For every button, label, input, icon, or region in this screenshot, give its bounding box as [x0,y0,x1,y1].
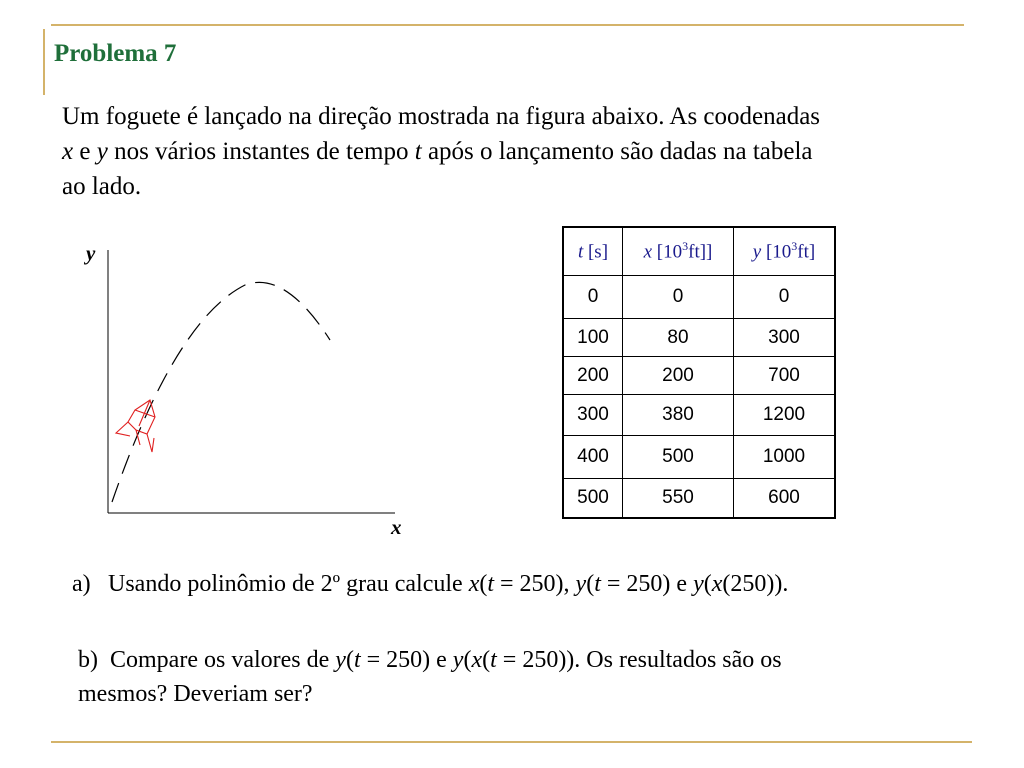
qb-text: = 250)). Os resultados são os [496,647,782,673]
rocket-trajectory-figure [80,240,420,545]
y-axis-label: y [86,241,96,265]
table-row [563,319,835,357]
qb-text: = 250) e [360,647,453,673]
var-y: y [96,138,108,165]
qa-text: (250)). [722,571,789,597]
header-unit: [10 [761,241,792,263]
table-cell: 100 [563,319,623,357]
header-var: y [752,241,762,263]
header-var: x [643,241,653,263]
trajectory-path [112,282,330,502]
qb-line-2: mesmos? Deveriam ser? [78,681,313,707]
var-t: t [414,138,422,165]
table-cell: 500 [623,436,734,479]
header-tail: ft] [797,241,816,263]
table-cell: 0 [563,276,623,319]
table-cell: 550 [623,479,734,519]
qb-text: Compare os valores de [110,647,336,673]
qb-var: t [353,647,361,673]
qb-text: ( [482,647,491,673]
x-axis-label: x [391,515,402,539]
table-cell: 200 [623,357,734,395]
header-exponent: 3 [791,239,798,254]
bottom-rule [51,741,972,743]
qb-text: ( [463,647,472,673]
table-row [563,479,835,519]
table-cell: 300 [563,395,623,436]
qa-var: y [693,571,704,597]
qa-text: ( [479,571,488,597]
qb-var: y [335,647,346,673]
qa-var: t [594,571,601,597]
header-tail: ft]] [688,241,713,263]
slide-title: Problema 7 [54,40,177,67]
table-header-cell [563,227,623,276]
table-header-cell [623,227,734,276]
left-rule [43,29,45,95]
table-cell: 700 [734,357,836,395]
table-cell: 500 [563,479,623,519]
table-cell: 600 [734,479,836,519]
table-row [563,276,835,319]
question-a-label: a) [72,571,91,597]
text-end: após o lançamento são dadas na tabela [421,138,813,165]
table-cell: 0 [623,276,734,319]
problem-statement [62,99,952,204]
data-table [562,226,836,519]
table-row [563,357,835,395]
header-unit: [10 [652,241,683,263]
text-e: e [73,138,97,165]
table-cell: 300 [734,319,836,357]
qb-var: y [452,647,464,673]
table-cell: 0 [734,276,836,319]
qa-var: x [711,571,723,597]
qb-text: ( [345,647,354,673]
var-x: x [62,138,74,165]
question-b-label: b) [78,647,98,673]
qa-var: x [468,571,480,597]
table-header-row [563,227,835,276]
header-var: t [577,241,584,263]
header-exponent: 3 [682,239,689,254]
header-unit: [s] [583,241,609,263]
table-cell: 1200 [734,395,836,436]
qb-var: x [471,647,483,673]
table-cell: 380 [623,395,734,436]
question-a [72,571,788,598]
qa-var: t [487,571,495,597]
qa-text: = 250) e [600,571,694,597]
qa-text: ( [586,571,595,597]
table-cell: 1000 [734,436,836,479]
table-cell: 400 [563,436,623,479]
table-cell: 80 [623,319,734,357]
table-row [563,436,835,479]
table-header-cell [734,227,836,276]
table-row [563,395,835,436]
qa-text: ( [703,571,712,597]
qa-text: = 250), [494,571,576,597]
qa-text: Usando polinômio de 2º grau calcule [108,571,469,597]
intro-line-3: ao lado. [62,173,142,200]
table-cell: 200 [563,357,623,395]
intro-line-1: Um foguete é lançado na direção mostrada na figura abaixo. As coodenadas [62,103,821,130]
qa-var: y [575,571,587,597]
question-b [78,643,948,711]
qb-var: t [490,647,497,673]
text-mid: nos vários instantes de tempo [107,138,415,165]
top-rule [51,24,964,26]
table-body [563,276,835,519]
